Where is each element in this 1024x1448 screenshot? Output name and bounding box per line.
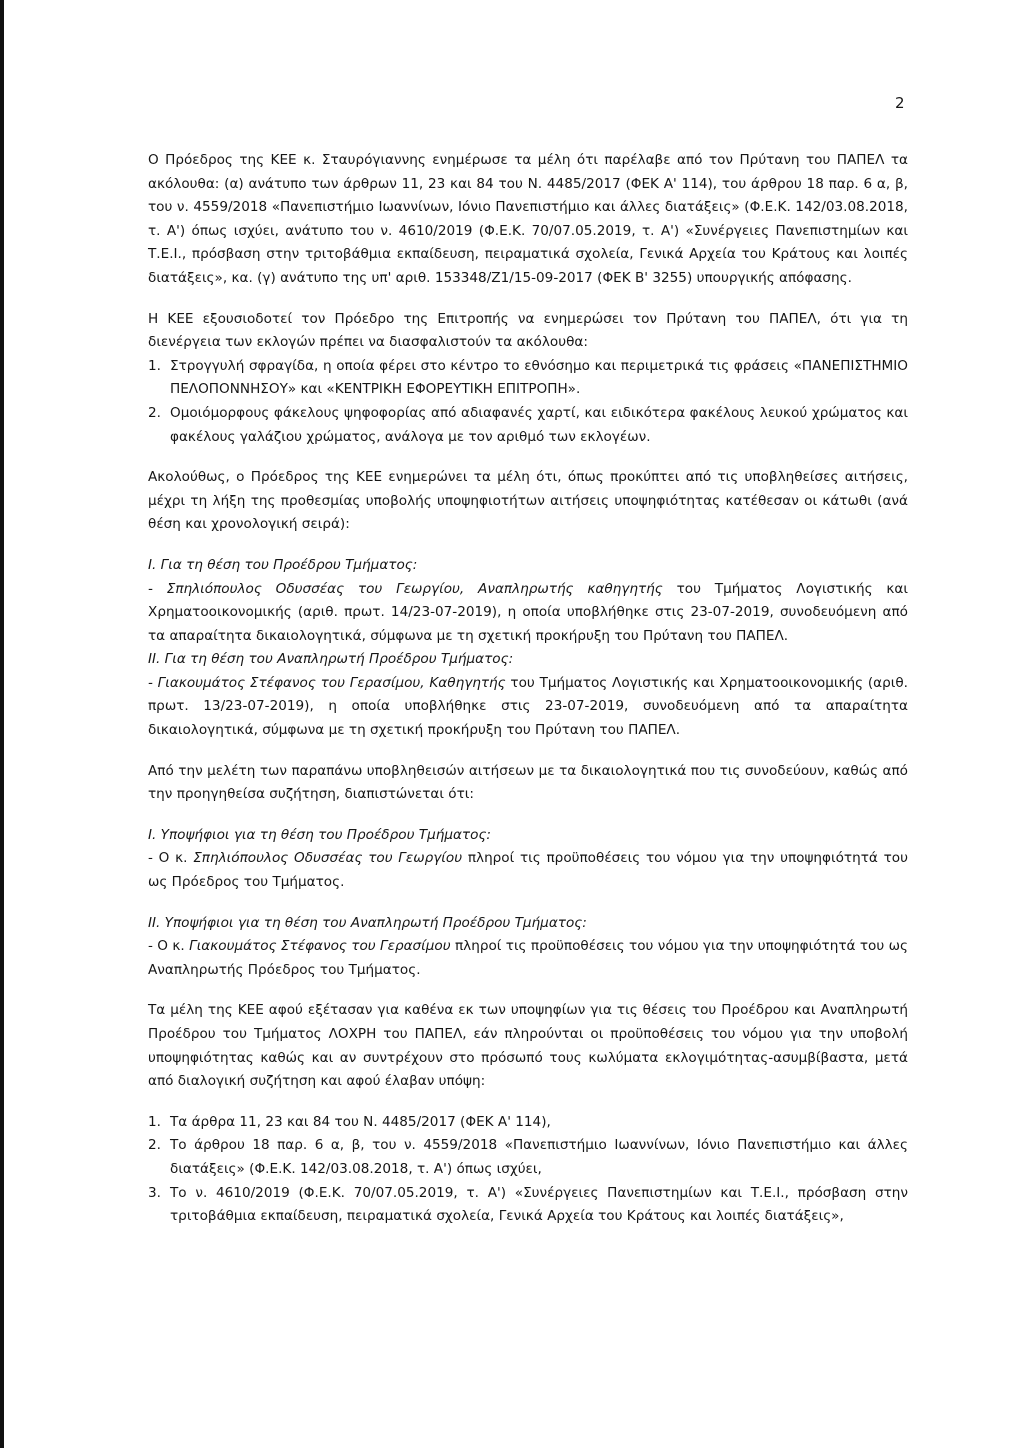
paragraph-findings: Από την μελέτη των παραπάνω υποβληθεισών αιτήσεων με τα δικαιολογητικά που τις συνοδεύουν, καθώς από την προηγηθείσα συζήτηση, διαπιστώνεται ότι:: [148, 762, 908, 803]
section-heading-president: I. Για τη θέση του Προέδρου Τμήματος:: [148, 556, 418, 573]
document-body: [148, 149, 908, 1229]
candidate-name: Γιακουμάτος Στέφανος του Γερασίμου: [189, 938, 451, 955]
candidate-application-deputy: - Γιακουμάτος Στέφανος του Γερασίμου, Καθηγητής του Τμήματος Λογιστικής και Χρηματοοικονομικής (αριθ. πρωτ. 13/23-07-2019), η οποία υποβλήθηκε στις 23-07-2019, συνοδευόμενη από τα απαραίτητα δικαιολογητικά, σύμφωνα με τη σχετική προκήρυξη του Πρύτανη του ΠΑΠΕΛ.: [148, 674, 908, 739]
candidate-name: Σπηλιόπουλος Οδυσσέας του Γεωργίου: [193, 850, 463, 867]
section-heading-candidates-president: I. Υποψήφιοι για τη θέση του Προέδρου Τμήματος:: [148, 826, 491, 843]
eligibility-president: - Ο κ. Σπηλιόπουλος Οδυσσέας του Γεωργίου πληροί τις προϋποθέσεις του νόμου για την υποψηφιότητά του ως Πρόεδρος του Τμήματος.: [148, 850, 908, 891]
paragraph-candidates-intro: Ακολούθως, ο Πρόεδρος της ΚΕΕ ενημερώνει τα μέλη ότι, όπως προκύπτει από τις υποβληθείσες αιτήσεις, μέχρι τη λήξη της προθεσμίας υποβολής υποψηφιοτήτων αιτήσεις υποψηφιότητας κατέθεσαν οι κάτωθι (ανά θέση και χρονολογική σειρά):: [148, 469, 908, 533]
list-item: 2. Ομοιόμορφους φάκελους ψηφοφορίας από αδιαφανές χαρτί, και ειδικότερα φακέλους λευκού χρώματος και φακέλους γαλάζιου χρώματος, ανάλογα με τον αριθμό των εκλογέων.: [148, 404, 908, 445]
candidate-name: - Γιακουμάτος Στέφανος του Γερασίμου, Καθηγητής: [148, 674, 506, 691]
section-heading-deputy: II. Για τη θέση του Αναπληρωτή Προέδρου Τμήματος:: [148, 651, 514, 668]
candidate-name: - Σπηλιόπουλος Οδυσσέας του Γεωργίου, Αναπληρωτής καθηγητής: [148, 580, 663, 597]
eligibility-deputy: - Ο κ. Γιακουμάτος Στέφανος του Γερασίμου πληροί τις προϋποθέσεις του νόμου για την υποψηφιότητά του ως Αναπληρωτής Πρόεδρος του Τμήματος.: [148, 938, 908, 978]
paragraph-intro: Ο Πρόεδρος της ΚΕΕ κ. Σταυρόγιαννης ενημέρωσε τα μέλη ότι παρέλαβε από τον Πρύτανη του ΠΑΠΕΛ τα ακόλουθα: (α) ανάτυπο των άρθρων 11, 23 και 84 του Ν. 4485/2017 (ΦΕΚ Α' 114), του άρθρου 18 παρ. 6 α, β, του ν. 4559/2018 «Πανεπιστήμιο Ιωαννίνων, Ιόνιο Πανεπιστήμιο και άλλες διατάξεις» (Φ.Ε.Κ. 142/03.08.2018, τ. Α') όπως ισχύει, ανάτυπο του ν. 4610/2019 (Φ.Ε.Κ. 70/07.05.2019, τ. Α') «Συνέργειες Πανεπιστημίων και Τ.Ε.Ι., πρόσβαση στην τριτοβάθμια εκπαίδευση, πειραματικά σχολεία, Γενικά Αρχεία του Κράτους και λοιπές διατάξεις», κα. (γ) ανάτυπο της υπ' αριθ. 153348/Ζ1/15-09-2017 (ΦΕΚ Β' 3255) υπουργικής απόφασης.: [148, 152, 908, 286]
scan-border: [0, 0, 4, 1448]
paragraph-authorization: Η ΚΕΕ εξουσιοδοτεί τον Πρόεδρο της Επιτροπής να ενημερώσει τον Πρύτανη του ΠΑΠΕΛ, ότι για τη διενέργεια των εκλογών πρέπει να διασφαλιστούν τα ακόλουθα:: [148, 310, 908, 351]
list-item: 2. Το άρθρου 18 παρ. 6 α, β, του ν. 4559/2018 «Πανεπιστήμιο Ιωαννίνων, Ιόνιο Πανεπιστήμιο και άλλες διατάξεις» (Φ.Ε.Κ. 142/03.08.2018, τ. Α') όπως ισχύει,: [148, 1137, 908, 1177]
page-number: 2: [895, 94, 905, 112]
paragraph-deliberation: Τα μέλη της ΚΕΕ αφού εξέτασαν για καθένα εκ των υποψηφίων για τις θέσεις του Προέδρου και Αναπληρωτή Προέδρου του Τμήματος ΛΟΧΡΗ του ΠΑΠΕΛ, εάν πληρούνται οι προϋποθέσεις του νόμου για την υποβολή υποψηφιότητας καθώς και αν συντρέχουν στο πρόσωπό τους κωλύματα εκλογιμότητας-ασυμβίβαστα, μετά από διαλογική συζήτηση και αφού έλαβαν υπόψη:: [148, 1002, 908, 1090]
list-item: 1. Τα άρθρα 11, 23 και 84 του Ν. 4485/2017 (ΦΕΚ Α' 114),: [148, 1113, 551, 1130]
list-item: 1. Στρογγυλή σφραγίδα, η οποία φέρει στο κέντρο το εθνόσημο και περιμετρικά τις φράσεις «ΠΑΝΕΠΙΣΤΗΜΙΟ ΠΕΛΟΠΟΝΝΗΣΟΥ» και «ΚΕΝΤΡΙΚΗ ΕΦΟΡΕΥΤΙΚΗ ΕΠΙΤΡΟΠΗ».: [148, 357, 908, 398]
section-heading-candidates-deputy: II. Υποψήφιοι για τη θέση του Αναπληρωτή Προέδρου Τμήματος:: [148, 914, 587, 931]
candidate-application-president: - Σπηλιόπουλος Οδυσσέας του Γεωργίου, Αναπληρωτής καθηγητής του Τμήματος Λογιστικής και Χρηματοοικονομικής (αριθ. πρωτ. 14/23-07-2019), η οποία υποβλήθηκε στις 23-07-2019, συνοδευόμενη από τα απαραίτητα δικαιολογητικά, σύμφωνα με τη σχετική προκήρυξη του Πρύτανη του ΠΑΠΕΛ.: [148, 580, 908, 644]
list-item: 3. Το ν. 4610/2019 (Φ.Ε.Κ. 70/07.05.2019, τ. Α') «Συνέργειες Πανεπιστημίων και Τ.Ε.Ι., πρόσβαση στην τριτοβάθμια εκπαίδευση, πειραματικά σχολεία, Γενικά Αρχεία του Κράτους και λοιπές διατάξεις»,: [148, 1184, 908, 1225]
